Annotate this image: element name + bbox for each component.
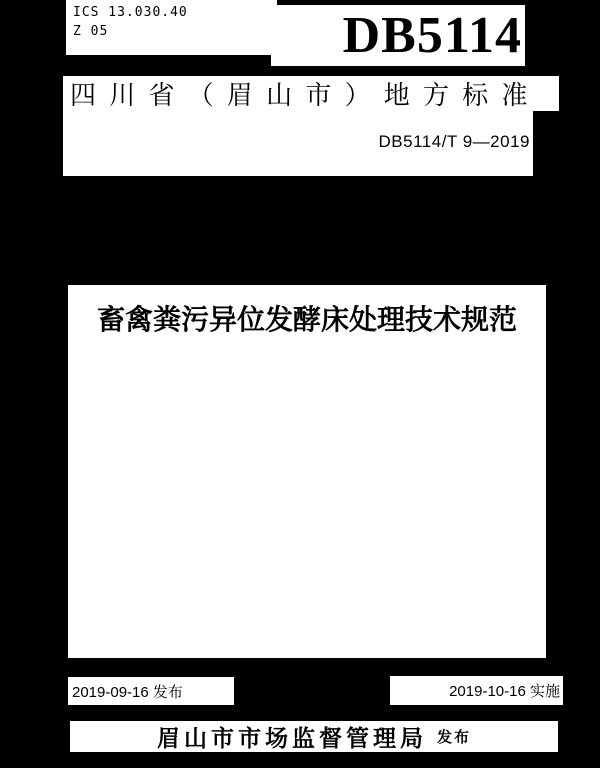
issue-date-box: [68, 677, 234, 705]
implementation-date-text: 2019-10-16 实施: [449, 683, 560, 700]
standard-type-band: [63, 76, 559, 111]
publisher-release-label: 发布: [436, 729, 471, 746]
publisher-name: 眉山市市场监督管理局: [156, 725, 427, 751]
standard-number-text: DB5114/T 9—2019: [378, 132, 530, 151]
implementation-date-box: [390, 676, 563, 705]
ics-code-box: [66, 0, 277, 55]
standard-logo-box: [271, 5, 525, 66]
standard-logo-text: DB5114: [342, 7, 522, 64]
standard-type-text: 四 川 省 （ 眉 山 市 ） 地 方 标 准: [70, 80, 531, 110]
publisher-bar: [70, 721, 558, 752]
standard-number-box: [63, 111, 533, 176]
ics-code: ICS 13.030.40: [73, 5, 188, 20]
document-title: 畜禽粪污异位发酵床处理技术规范: [96, 304, 517, 335]
classification-code: Z 05: [73, 24, 109, 39]
document-title-box: [68, 285, 546, 658]
issue-date-text: 2019-09-16 发布: [72, 683, 183, 701]
